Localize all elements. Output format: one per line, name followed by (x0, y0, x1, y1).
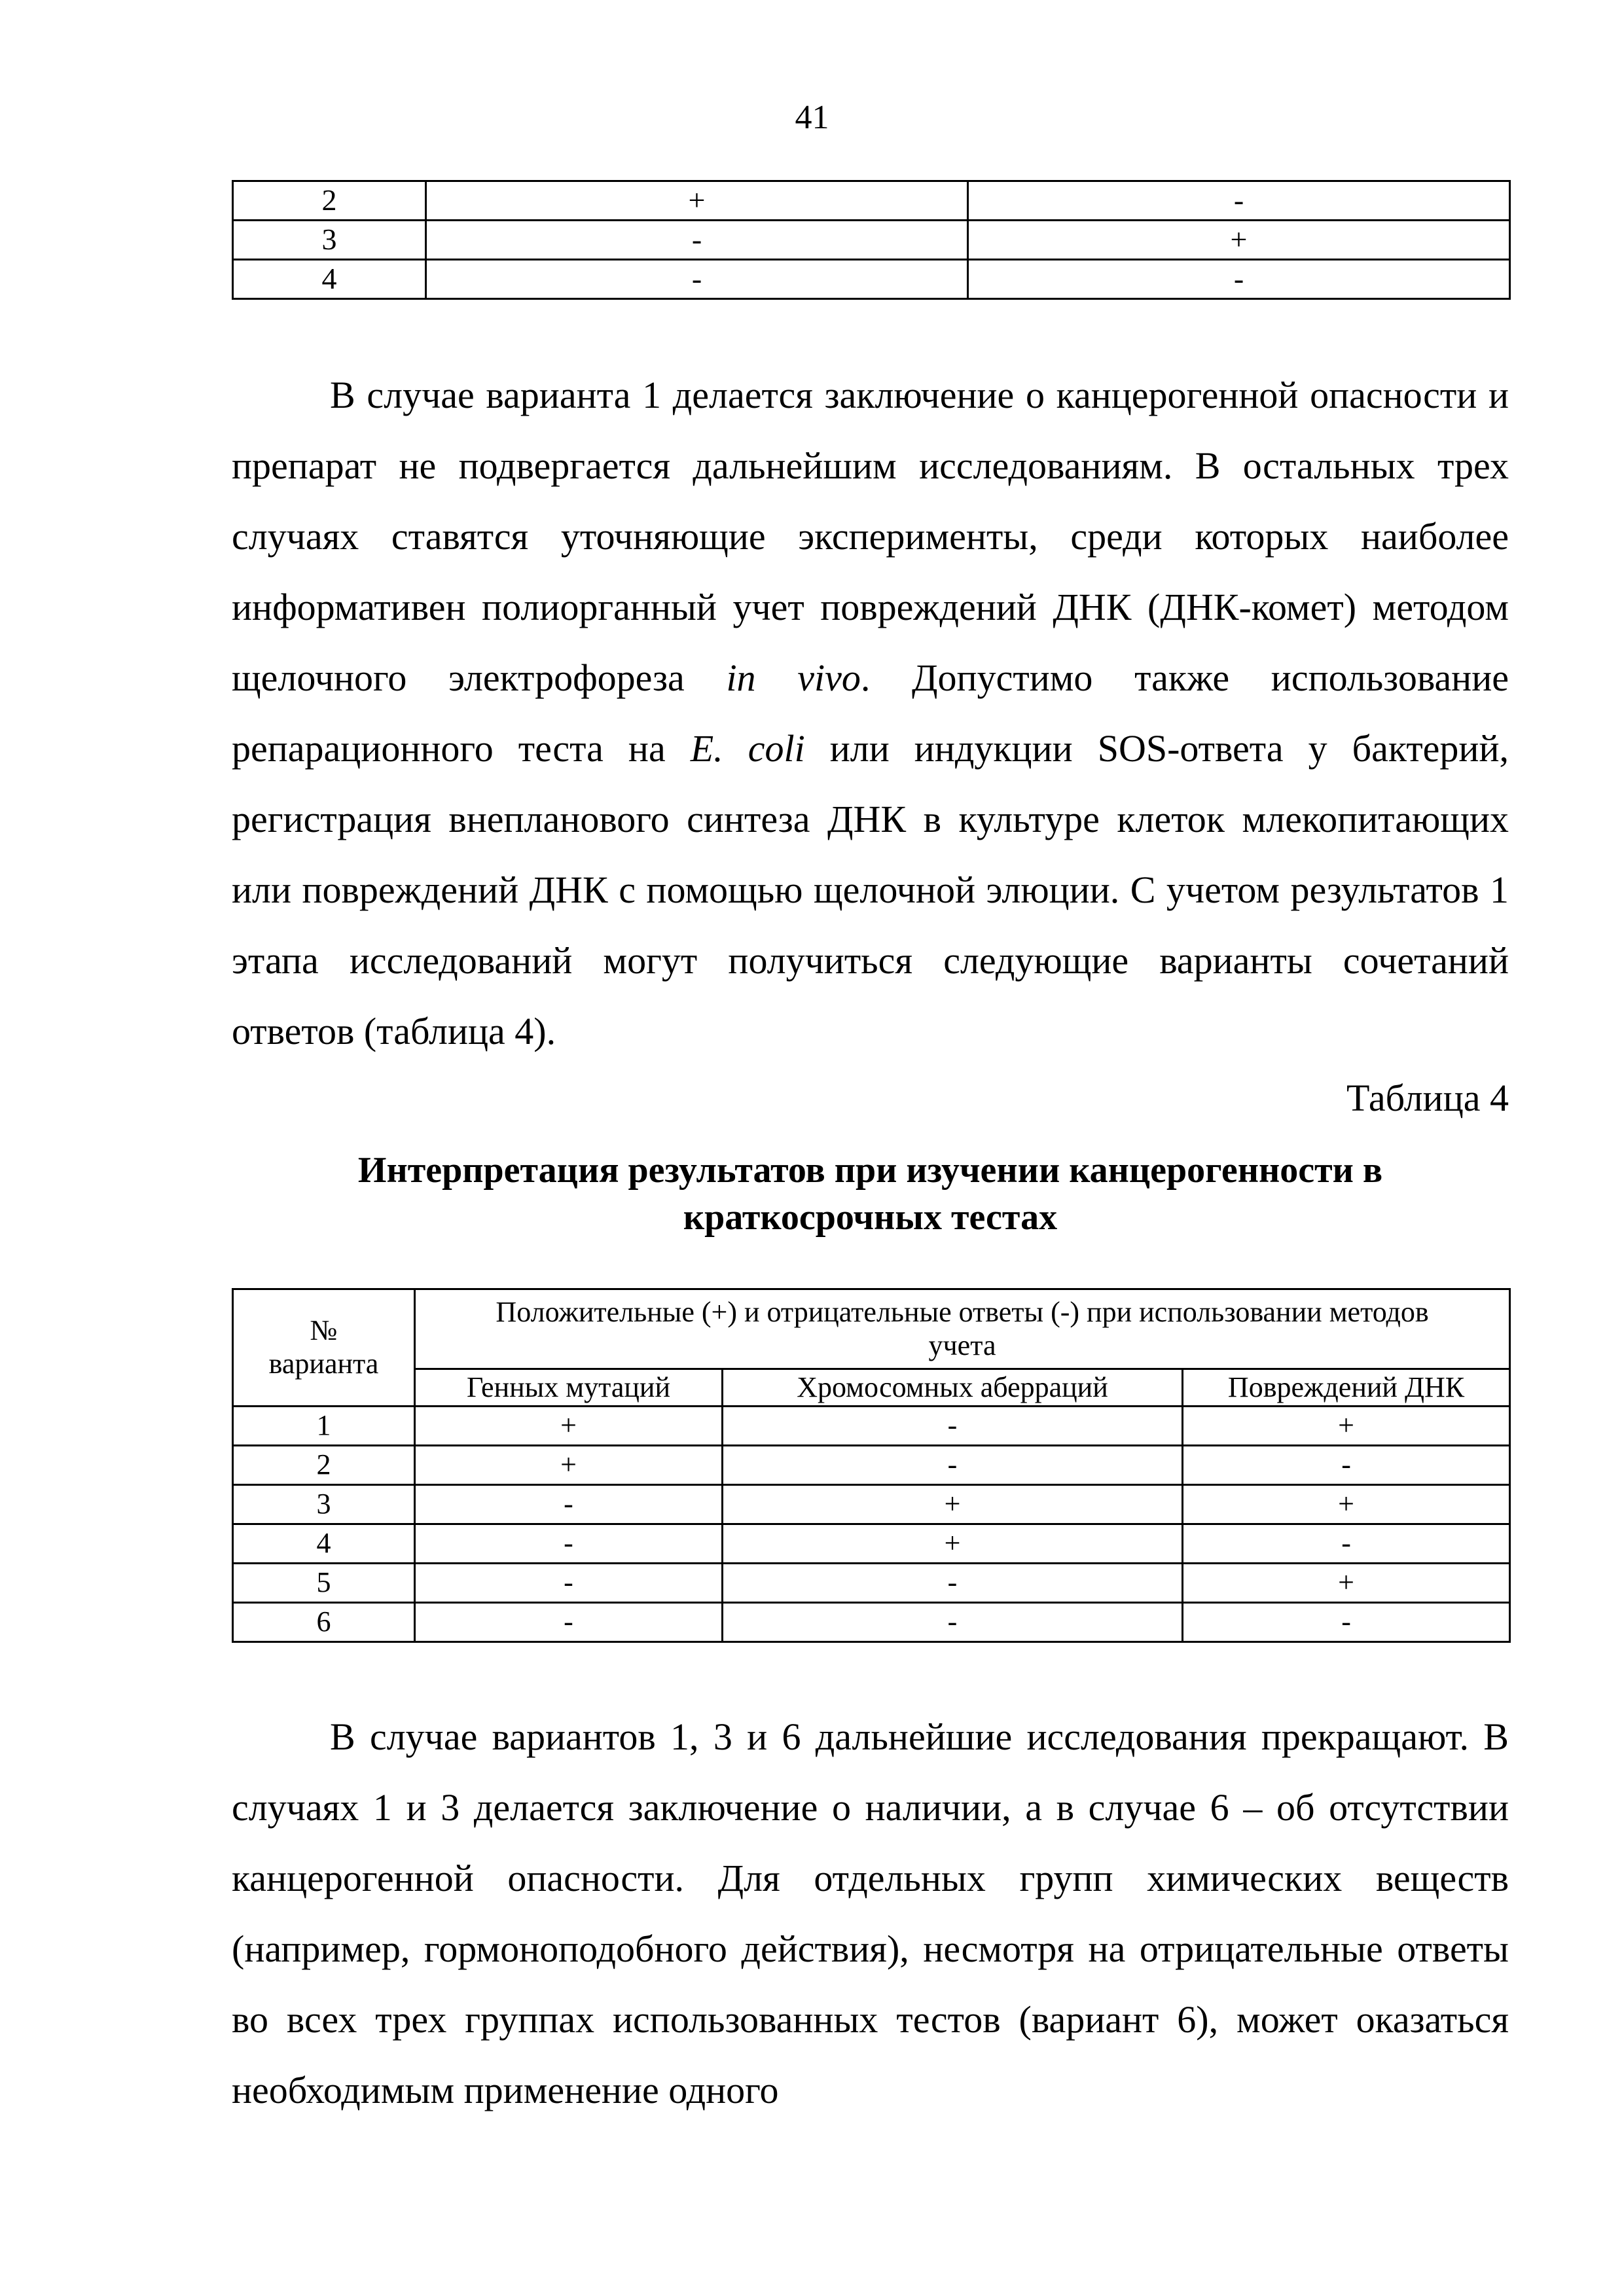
table-cell: - (1183, 1603, 1510, 1642)
paragraph-2-text: В случае вариантов 1, 3 и 6 дальнейшие исследования прекращают. В случаях 1 и 3 делается заключение о наличии, а в случае 6 – об отсутствии канцерогенной опасности. Для отдельных групп химических веществ (например, гормоноподобного действия), несмотря на отрицательные ответы во всех трех группах использованных тестов (вариант 6), может оказаться необходимым применение одного (232, 1715, 1509, 2111)
header-variant: № варианта (233, 1289, 415, 1407)
header-group: Положительные (+) и отрицательные ответы (-) при использовании методов учета (415, 1289, 1510, 1369)
paragraph-1-text-c: или индукции SOS-ответа у бактерий, регистрация внепланового синтеза ДНК в культуре клеток млекопитающих или повреждений ДНК с помощью щелочной элюции. С учетом результатов 1 этапа исследований могут получиться следующие варианты сочетаний ответов (таблица 4). (232, 727, 1509, 1052)
table-title: Интерпретация результатов при изучении канцерогенности в краткосрочных тестах (357, 1150, 1383, 1238)
table-cell: - (723, 1564, 1183, 1603)
table-cell: 3 (233, 221, 426, 260)
column-header: Повреждений ДНК (1183, 1369, 1510, 1407)
table-cell: 4 (233, 260, 426, 299)
table-row (233, 260, 1510, 299)
table-row (233, 1564, 1510, 1603)
paragraph-1-text-a: В случае варианта 1 делается заключение о канцерогенной опасности и препарат не подвергается дальнейшим исследованиям. В остальных трех случаях ставятся уточняющие эксперименты, среди которых наиболее информативен полиорганный учет повреждений ДНК (ДНК-комет) методом щелочного электрофореза (232, 374, 1509, 699)
page-number: 41 (795, 99, 829, 136)
table-cell: 5 (233, 1564, 415, 1603)
continued-table (232, 180, 1511, 300)
table-cell: + (1183, 1407, 1510, 1446)
table-cell: 2 (233, 1446, 415, 1485)
table-subheader-row (233, 1369, 1510, 1407)
table-cell: - (415, 1485, 723, 1524)
table-cell: - (415, 1524, 723, 1564)
paragraph-2 (232, 1702, 1509, 2126)
table-cell: - (415, 1564, 723, 1603)
table-cell: - (426, 221, 968, 260)
paragraph-1-italic-in-vivo: in vivo (726, 656, 861, 699)
table-cell: + (415, 1446, 723, 1485)
table-cell: + (415, 1407, 723, 1446)
table-cell: - (968, 181, 1510, 221)
table-row (233, 1407, 1510, 1446)
table-cell: - (426, 260, 968, 299)
table-row (233, 1485, 1510, 1524)
table-cell: 4 (233, 1524, 415, 1564)
table-cell: 2 (233, 181, 426, 221)
table-row (233, 1524, 1510, 1564)
table-cell: - (968, 260, 1510, 299)
table-cell: - (1183, 1524, 1510, 1564)
column-header: Генных мутаций (415, 1369, 723, 1407)
paragraph-1-italic-e-coli: E. coli (690, 727, 805, 770)
table-cell: + (968, 221, 1510, 260)
table-row (233, 181, 1510, 221)
table-cell: - (723, 1407, 1183, 1446)
table-cell: - (1183, 1446, 1510, 1485)
table-cell: 6 (233, 1603, 415, 1642)
table-row (233, 221, 1510, 260)
table-cell: 3 (233, 1485, 415, 1524)
paragraph-1 (232, 360, 1509, 1067)
table-label: Таблица 4 (1346, 1077, 1509, 1119)
results-table (232, 1288, 1511, 1643)
table-cell: + (723, 1524, 1183, 1564)
table-cell: + (1183, 1564, 1510, 1603)
table-cell: 1 (233, 1407, 415, 1446)
paragraph-1-text-b: . Допустимо также использование репарационного теста на (232, 656, 1509, 770)
table-row (233, 1603, 1510, 1642)
table-cell: + (723, 1485, 1183, 1524)
column-header: Хромосомных аберраций (723, 1369, 1183, 1407)
table-cell: - (723, 1603, 1183, 1642)
table-cell: - (415, 1603, 723, 1642)
table-cell: - (723, 1446, 1183, 1485)
table-header-row (233, 1289, 1510, 1369)
table-cell: + (426, 181, 968, 221)
table-cell: + (1183, 1485, 1510, 1524)
table-row (233, 1446, 1510, 1485)
